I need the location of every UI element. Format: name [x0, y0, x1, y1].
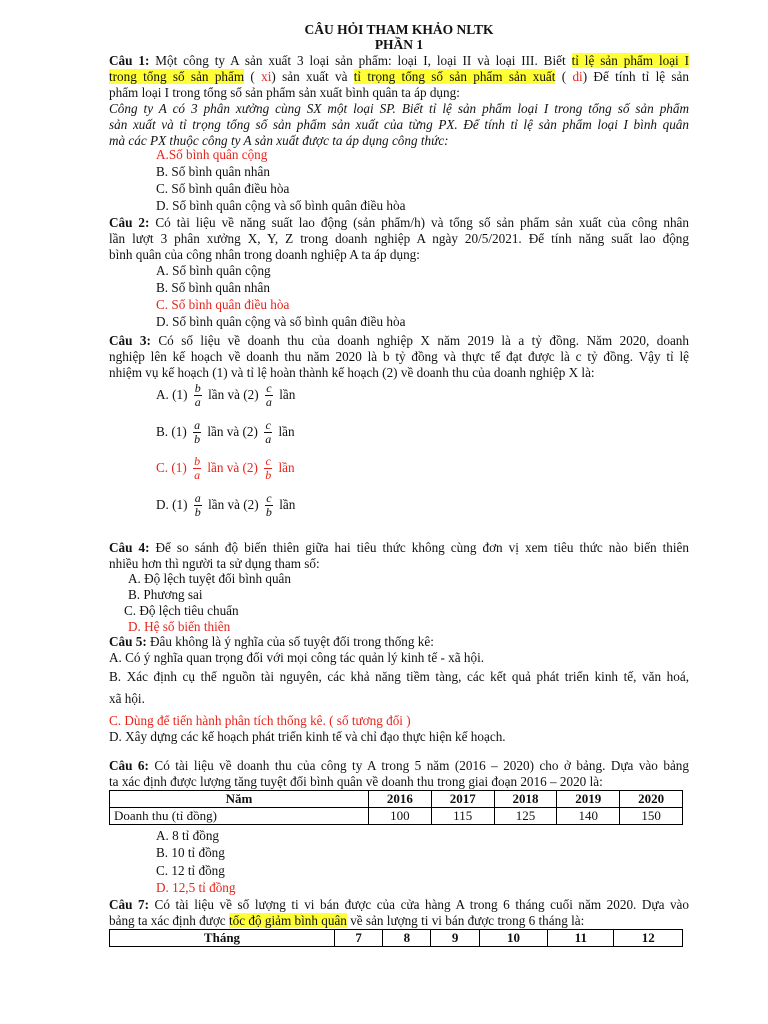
table-header-cell: 8 — [383, 930, 431, 947]
table-header-cell: 2017 — [431, 791, 494, 808]
q1-option-c: C. Số bình quân điều hòa — [156, 181, 290, 196]
q3-line-2: nghiệp lên kế hoạch về doanh thu năm 2020 là b tỷ đồng và thực tế đạt được là c tỷ đồng. Vậy tỉ lệ — [109, 349, 689, 364]
q1-line-1: Câu 1: Một công ty A sản xuất 3 loại sản phẩm: loại I, loại II và loại III. Biết tỉ lệ sản phẩm loại I — [109, 53, 690, 68]
q1-line-3: phẩm loại I trong tổng số sản phẩm sản xuất bình quân ta áp dụng: — [109, 85, 460, 100]
fraction: $\frac{c}{a}$ — [265, 418, 272, 447]
fraction: $\frac{c}{a}$ — [265, 381, 272, 410]
table-cell: 115 — [431, 808, 494, 825]
fraction: $\frac{a}{b}$ — [194, 491, 201, 520]
q4-option-b: B. Phương sai — [128, 587, 203, 602]
q4-option-d: D. Hệ số biến thiên — [128, 619, 231, 634]
q3-option-d: D. (1) $\frac{a}{b}$ lần và (2) $\frac{c}{b}$ lần — [156, 491, 296, 520]
table-header-cell: 2020 — [620, 791, 683, 808]
table-header-cell: 12 — [614, 930, 683, 947]
q6-option-a: A. 8 tỉ đồng — [156, 828, 220, 843]
q6-option-d: D. 12,5 tỉ đồng — [156, 880, 236, 895]
fraction: $\frac{b}{a}$ — [194, 454, 201, 483]
table-header-cell: Năm — [110, 791, 369, 808]
q2-line-3: bình quân của công nhân trong doanh nghiệp A ta áp dụng: — [109, 247, 420, 262]
q3-option-b: B. (1) $\frac{a}{b}$ lần và (2) $\frac{c}{a}$ lần — [156, 418, 295, 447]
q7-line-2: bảng ta xác định được tốc độ giảm bình quân về sản lượng ti vi bán được trong 6 tháng là: — [109, 913, 585, 928]
q7-table — [109, 929, 683, 947]
table-header-cell: 11 — [548, 930, 614, 947]
q3-line-1: Câu 3: Có số liệu về doanh thu của doanh nghiệp X năm 2019 là a tỷ đồng. Năm 2020, doanh — [109, 333, 689, 348]
document-part: PHẦN 1 — [374, 37, 424, 52]
table-cell: 125 — [494, 808, 557, 825]
fraction: $\frac{a}{b}$ — [194, 418, 201, 447]
document-title: CÂU HỎI THAM KHẢO NLTK — [304, 22, 494, 37]
q5-option-c: C. Dùng để tiến hành phân tích thống kê. ( số tương đối ) — [109, 713, 411, 728]
table-header-cell: 2018 — [494, 791, 557, 808]
q5-option-a: A. Có ý nghĩa quan trọng đối với mọi công tác quản lý kinh tế - xã hội. — [109, 650, 485, 665]
table-header-cell: 9 — [431, 930, 479, 947]
q2-line-1: Câu 2: Có tài liệu về năng suất lao động (sản phẩm/h) và tổng số sản phẩm sản xuất của công nhân — [109, 215, 689, 230]
q6-line-2: ta xác định được lượng tăng tuyệt đối bình quân về doanh thu trong giai đoạn 2016 – 2020 là: — [109, 774, 603, 789]
table-header-cell: 2019 — [557, 791, 620, 808]
table-header-row — [110, 930, 683, 947]
q2-line-2: lần lượt 3 phân xưởng X, Y, Z trong doanh nghiệp A ngày 20/5/2021. Để tính năng suất lao động — [109, 231, 689, 246]
table-header-cell: 2016 — [369, 791, 432, 808]
q3-option-c: C. (1) $\frac{b}{a}$ lần và (2) $\frac{c}{b}$ lần — [156, 454, 295, 483]
q1-line-2: trong tổng số sản phẩm ( xi) sản xuất và tỉ trọng tổng số sản phẩm sản xuất ( di) Để tính tỉ lệ sản — [109, 69, 689, 84]
q2-option-d: D. Số bình quân cộng và số bình quân điều hòa — [156, 314, 406, 329]
fraction: $\frac{c}{b}$ — [265, 454, 272, 483]
table-header-cell: 7 — [335, 930, 383, 947]
q5-option-d: D. Xây dựng các kế hoạch phát triển kinh tế và chỉ đạo thực hiện kế hoạch. — [109, 729, 506, 744]
table-cell: Doanh thu (tỉ đồng) — [110, 808, 369, 825]
q2-option-b: B. Số bình quân nhân — [156, 280, 270, 295]
table-cell: 100 — [369, 808, 432, 825]
q3-option-a: A. (1) $\frac{b}{a}$ lần và (2) $\frac{c}{a}$ lần — [156, 381, 296, 410]
q6-option-c: C. 12 tỉ đồng — [156, 863, 225, 878]
q6-table — [109, 790, 683, 825]
q1-option-a: A.Số bình quân cộng — [156, 147, 268, 162]
q3-line-3: nhiệm vụ kế hoạch (1) và tỉ lệ hoàn thành kế hoạch (2) về doanh thu của doanh nghiệp X là: — [109, 365, 595, 380]
q1-option-b: B. Số bình quân nhân — [156, 164, 270, 179]
table-row — [110, 808, 683, 825]
q6-option-b: B. 10 tỉ đồng — [156, 845, 225, 860]
fraction: $\frac{c}{b}$ — [265, 491, 272, 520]
table-cell: 140 — [557, 808, 620, 825]
q4-option-c: C. Độ lệch tiêu chuẩn — [124, 603, 239, 618]
q1-italic-3: mà các PX thuộc công ty A sản xuất được ta áp dụng công thức: — [109, 133, 449, 148]
q4-line-1: Câu 4: Để so sánh độ biến thiên giữa hai tiêu thức không cùng đơn vị xem tiêu thức nào biến thiên — [109, 540, 689, 555]
q6-line-1: Câu 6: Có tài liệu về doanh thu của công ty A trong 5 năm (2016 – 2020) cho ở bảng. Dựa vào bảng — [109, 758, 689, 773]
table-header-cell: 10 — [479, 930, 547, 947]
q2-option-c: C. Số bình quân điều hòa — [156, 297, 290, 312]
q5-line-1: Câu 5: Đâu không là ý nghĩa của số tuyệt đối trong thống kê: — [109, 634, 434, 649]
q2-option-a: A. Số bình quân cộng — [156, 263, 271, 278]
q1-italic-1: Công ty A có 3 phân xưởng cùng SX một loại SP. Biết tỉ lệ sản phẩm loại I trong tổng số sản phẩm — [109, 101, 689, 116]
q5-option-b-line-2: xã hội. — [109, 691, 145, 706]
table-header-cell: Tháng — [110, 930, 335, 947]
q4-option-a: A. Độ lệch tuyệt đối bình quân — [128, 571, 291, 586]
q1-option-d: D. Số bình quân cộng và số bình quân điều hòa — [156, 198, 406, 213]
q7-line-1: Câu 7: Có tài liệu về số lượng ti vi bán được của cửa hàng A trong 6 tháng cuối năm 2020. Dựa vào — [109, 897, 690, 912]
table-header-row — [110, 791, 683, 808]
q5-option-b-line-1: B. Xác định cụ thể nguồn tài nguyên, các khả năng tiềm tàng, các kết quả phát triển kinh tế, văn hoá, — [109, 669, 689, 684]
q1-italic-2: sản xuất và tỉ trọng tổng số sản phẩm sản xuất của từng PX. Để tính tỉ lệ sản phẩm loại I bình quân — [109, 117, 689, 132]
q4-line-2: nhiều hơn thì người ta sử dụng tham số: — [109, 556, 320, 571]
table-cell: 150 — [620, 808, 683, 825]
fraction: $\frac{b}{a}$ — [194, 381, 201, 410]
